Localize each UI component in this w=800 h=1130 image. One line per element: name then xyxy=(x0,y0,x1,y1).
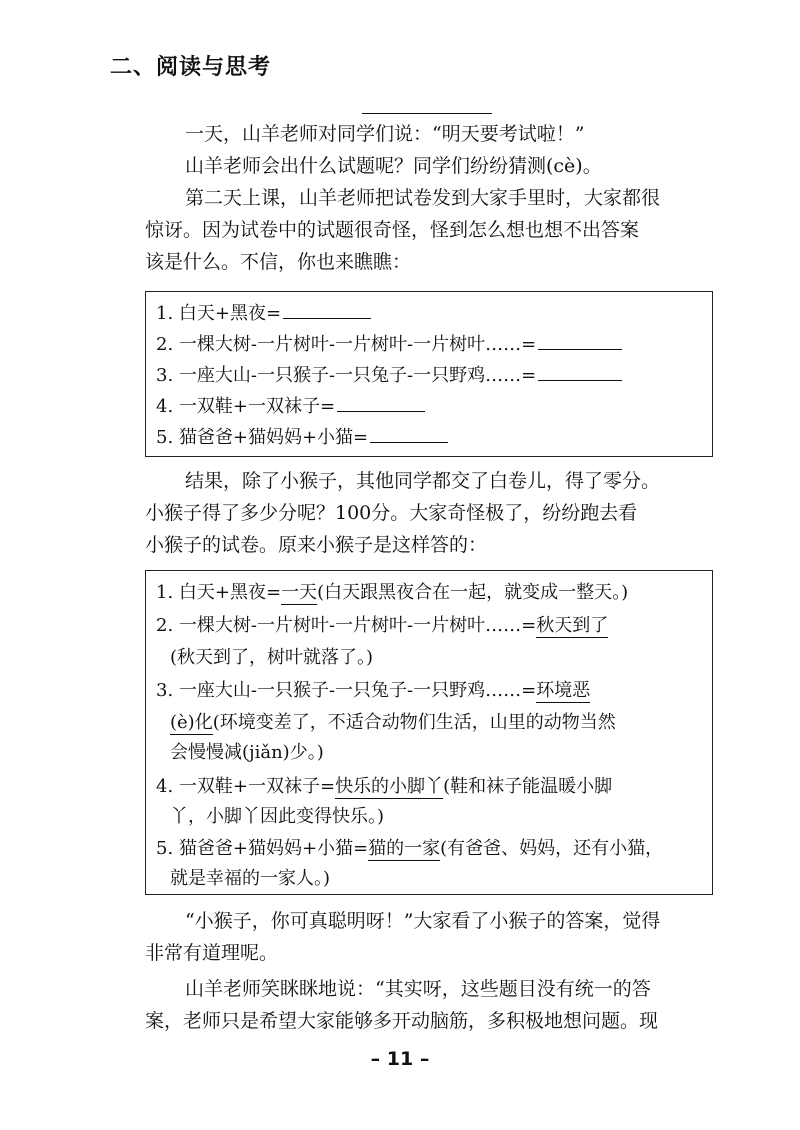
explanation: (白天跟黑夜合在一起，就变成一整天。) xyxy=(317,582,629,603)
answer-blank-3[interactable] xyxy=(538,362,622,381)
answer-1 xyxy=(156,579,628,607)
text-line: 山羊老师会出什么试题呢？同学们纷纷猜测(cè)。 xyxy=(185,155,602,177)
answer-2 xyxy=(156,612,608,640)
question-text: 3. 一座大山-一只猴子-一只兔子-一只野鸡……= xyxy=(156,365,537,386)
intro-text xyxy=(145,118,725,278)
answer-3 xyxy=(156,677,590,705)
monkey-answer: 一天 xyxy=(281,582,318,603)
text-line: 山羊老师笑眯眯地说：“其实呀，这些题目没有统一的答 xyxy=(185,978,651,1000)
text-line: 案，老师只是希望大家能够多开动脑筋，多积极地想问题。现 xyxy=(145,1010,659,1032)
question-box xyxy=(145,291,713,457)
question-text: 2. 一棵大树-一片树叶-一片树叶-一片树叶……= xyxy=(156,334,537,355)
question-4 xyxy=(156,393,425,421)
text-line: 结果，除了小猴子，其他同学都交了白卷儿，得了零分。 xyxy=(185,470,661,492)
explanation: 会慢慢减(jiǎn)少。) xyxy=(170,742,324,763)
question-text: 5. 猫爸爸+猫妈妈+小猫= xyxy=(156,427,369,448)
text-line: 第二天上课，山羊老师把试卷发到大家手里时，大家都很 xyxy=(185,187,661,209)
monkey-answer-cont: (è)化 xyxy=(170,712,213,733)
answer-blank-5[interactable] xyxy=(370,424,448,443)
explanation: (秋天到了，树叶就落了。) xyxy=(170,647,374,668)
monkey-answer: 环境恶 xyxy=(536,680,591,701)
question-text: 5. 猫爸爸+猫妈妈+小猫= xyxy=(156,838,369,859)
explanation: (环境变差了，不适合动物们生活，山里的动物当然 xyxy=(212,712,616,733)
result-text xyxy=(145,465,725,561)
text-line: 一天，山羊老师对同学们说：“明天要考试啦！” xyxy=(185,123,585,145)
story-title-blank[interactable] xyxy=(362,113,492,114)
outro-text xyxy=(145,905,725,969)
answer-5 xyxy=(156,835,663,863)
answer-box xyxy=(145,570,713,895)
explanation: 丫，小脚丫因此变得快乐。) xyxy=(170,806,385,827)
text-line: “小猴子，你可真聪明呀！”大家看了小猴子的答案，觉得 xyxy=(185,910,661,932)
page-number: – 11 – xyxy=(370,1048,430,1070)
question-1 xyxy=(156,300,371,328)
question-text: 1. 白天+黑夜= xyxy=(156,303,282,324)
explanation: (鞋和袜子能温暖小脚 xyxy=(443,776,613,797)
explanation: (有爸爸、妈妈，还有小猫， xyxy=(440,838,664,859)
answer-4-explanation xyxy=(170,803,384,831)
section-title: 二、阅读与思考 xyxy=(110,55,272,80)
answer-3-explanation xyxy=(170,739,324,767)
question-text: 4. 一双鞋+一双袜子= xyxy=(156,776,336,797)
answer-3-cont xyxy=(170,709,616,737)
monkey-answer: 快乐的小脚丫 xyxy=(335,776,444,797)
text-line: 惊讶。因为试卷中的试题很奇怪，怪到怎么想也想不出答案 xyxy=(145,219,640,241)
closing-text xyxy=(145,973,725,1037)
text-line: 小猴子的试卷。原来小猴子是这样答的： xyxy=(145,534,488,556)
question-2 xyxy=(156,331,622,359)
text-line: 该是什么。不信，你也来瞧瞧： xyxy=(145,251,412,273)
explanation: 就是幸福的一家人。) xyxy=(170,868,331,889)
answer-blank-4[interactable] xyxy=(337,393,425,412)
answer-blank-1[interactable] xyxy=(283,300,371,319)
question-5 xyxy=(156,424,448,452)
question-3 xyxy=(156,362,622,390)
answer-4 xyxy=(156,773,612,801)
question-text: 1. 白天+黑夜= xyxy=(156,582,282,603)
text-line: 小猴子得了多少分呢？100分。大家奇怪极了，纷纷跑去看 xyxy=(145,502,638,524)
monkey-answer: 秋天到了 xyxy=(536,615,609,636)
answer-2-explanation xyxy=(170,644,373,672)
question-text: 3. 一座大山-一只猴子-一只兔子-一只野鸡……= xyxy=(156,680,537,701)
question-text: 2. 一棵大树-一片树叶-一片树叶-一片树叶……= xyxy=(156,615,537,636)
answer-blank-2[interactable] xyxy=(538,331,622,350)
answer-5-explanation xyxy=(170,865,330,893)
monkey-answer: 猫的一家 xyxy=(368,838,441,859)
question-text: 4. 一双鞋+一双袜子= xyxy=(156,396,336,417)
text-line: 非常有道理呢。 xyxy=(145,942,279,964)
